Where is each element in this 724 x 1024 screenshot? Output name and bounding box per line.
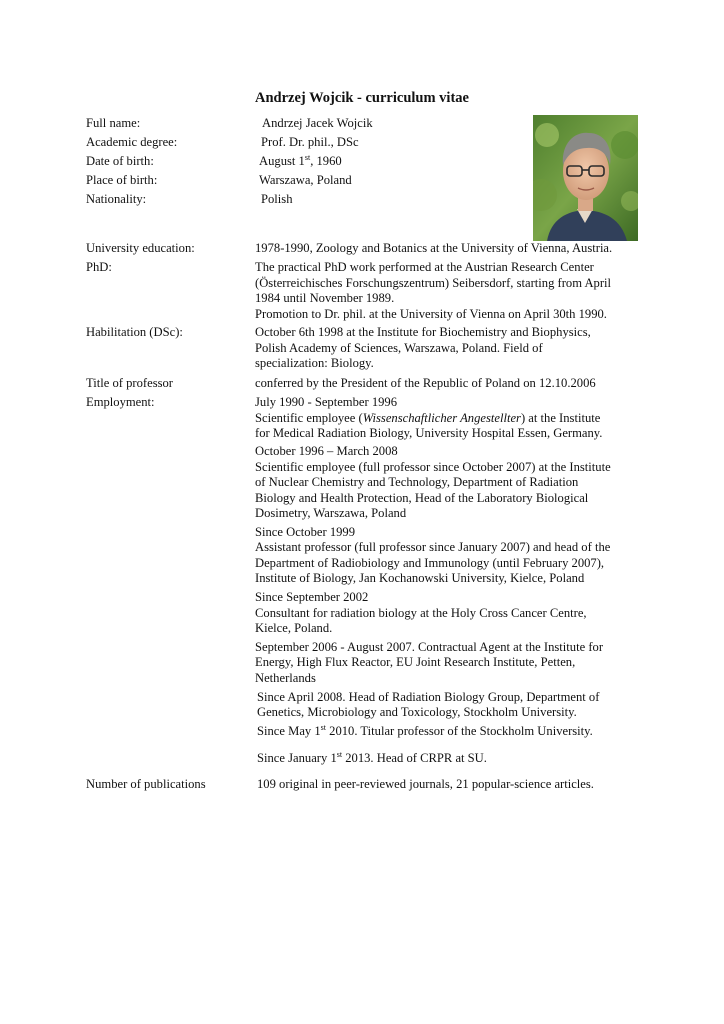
employment-line: Since May 1st 2010. Titular professor of the Stockholm University. [257,722,593,738]
full-name-label: Full name: [86,116,141,130]
date-of-birth-label: Date of birth: [86,154,154,168]
employment-line: Netherlands [255,670,316,685]
employment-line: Institute of Biology, Jan Kochanowski University, Kielce, Poland [255,571,585,585]
employment-label: Employment: [86,395,155,409]
phd-label: PhD: [86,260,112,274]
university-education-label: University education: [86,241,195,255]
employment-line: Genetics, Microbiology and Toxicology, Stockholm University. [257,705,577,719]
academic-degree-label: Academic degree: [86,135,178,149]
habilitation-line: specialization: Biology. [255,356,374,370]
employment-line: Since January 1st 2013. Head of CRPR at SU. [257,749,487,765]
phd-line: The practical PhD work performed at the Austrian Research Center [255,260,594,274]
nationality-value: Polish [261,192,293,206]
employment-period: Since September 2002 [255,590,369,604]
employment-line: Consultant for radiation biology at the Holy Cross Cancer Centre, [255,605,587,620]
publications-label: Number of publications [86,777,206,791]
habilitation-line: Polish Academy of Sciences, Warszawa, Poland. Field of [255,340,543,355]
employment-line: Scientific employee (Wissenschaftlicher Angestellter) at the Institute [255,410,601,425]
phd-line: Promotion to Dr. phil. at the University of Vienna on April 30th 1990. [255,306,607,321]
phd-line: 1984 until November 1989. [255,291,395,305]
place-of-birth-label: Place of birth: [86,173,158,187]
employment-line: Dosimetry, Warszawa, Poland [255,506,407,520]
academic-degree-value: Prof. Dr. phil., DSc [261,135,359,149]
employment-line: for Medical Radiation Biology, University Hospital Essen, Germany. [255,426,603,440]
employment-period: July 1990 - September 1996 [255,395,398,409]
portrait-photo [533,115,638,241]
employment-line: of Nuclear Chemistry and Technology, Department of Radiation [255,475,579,489]
employment-line: Department of Radiobiology and Immunology (until February 2007), [255,555,605,570]
phd-line: (Österreichisches Forschungszentrum) Seibersdorf, starting from April [255,275,612,290]
employment-line: Energy, High Flux Reactor, EU Joint Research Institute, Petten, [255,655,576,669]
publications-value: 109 original in peer-reviewed journals, 21 popular-science articles. [257,777,594,791]
employment-line: Assistant professor (full professor since January 2007) and head of the [255,540,611,554]
place-of-birth-value: Warszawa, Poland [259,173,352,187]
employment-line: Kielce, Poland. [255,621,333,635]
professor-title-label: Title of professor [86,376,173,390]
employment-period: Since October 1999 [255,524,356,539]
habilitation-line: October 6th 1998 at the Institute for Biochemistry and Biophysics, [255,325,591,339]
university-education-value: 1978-1990, Zoology and Botanics at the University of Vienna, Austria. [255,241,613,255]
employment-line: Scientific employee (full professor since October 2007) at the Institute [255,459,611,474]
professor-title-value: conferred by the President of the Republic of Poland on 12.10.2006 [255,376,596,390]
nationality-label: Nationality: [86,192,147,206]
employment-line: Since April 2008. Head of Radiation Biology Group, Department of [257,689,600,704]
employment-line: September 2006 - August 2007. Contractual Agent at the Institute for [255,639,604,654]
habilitation-label: Habilitation (DSc): [86,325,183,339]
employment-line: Biology and Health Protection, Head of the Laboratory Biological [255,490,589,505]
full-name-value: Andrzej Jacek Wojcik [262,116,373,130]
employment-period: October 1996 – March 2008 [255,444,398,458]
date-of-birth-value: August 1st, 1960 [259,152,342,168]
page-title: Andrzej Wojcik - curriculum vitae [255,90,469,106]
